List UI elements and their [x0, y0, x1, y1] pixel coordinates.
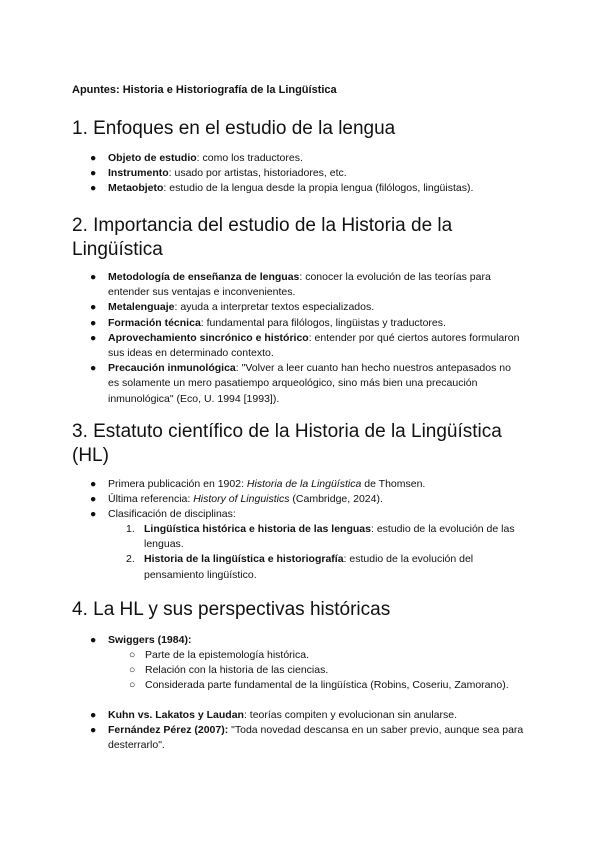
list-item: ● Aprovechamiento sincrónico e histórico: entender por qué ciertos autores formularon sus ideas en determinado contexto.	[90, 331, 520, 360]
list-item: ● Precaución inmunológica: "Volver a leer cuanto han hecho nuestros antepasados no es solamente un mero pasatiempo arqueológico, sino más bien una precaución inmunológica" (Eco, U. 1994 [1993]).	[90, 362, 511, 405]
bullet-icon: ●	[90, 634, 97, 646]
section-1-list	[90, 151, 528, 197]
section-2-heading: 2. Importancia del estudio de la Historia de la Lingüística	[72, 215, 453, 260]
bullet-icon: ●	[90, 152, 97, 164]
bullet-icon: ●	[90, 478, 97, 490]
bullet-icon: ●	[90, 508, 97, 521]
document-title: Apuntes: Historia e Historiografía de la Lingüística	[72, 84, 337, 96]
sub-list-item: ○ Considerada parte fundamental de la lingüística (Robins, Coseriu, Zamorano).	[145, 678, 515, 693]
sub-list-item: ○ Relación con la historia de las ciencias.	[145, 663, 515, 678]
bullet-icon: ●	[90, 301, 97, 314]
circle-bullet-icon: ○	[129, 649, 136, 661]
list-item: ● Fernández Pérez (2007): "Toda novedad descansa en un saber previo, aunque sea para desterrarlo".	[90, 724, 524, 752]
numbered-item: 1. Lingüística histórica e historia de las lenguas: estudio de la evolución de las lenguas.	[126, 523, 515, 551]
bullet-icon: ●	[90, 167, 97, 180]
bullet-icon: ●	[90, 271, 97, 283]
item-number: 1.	[126, 523, 135, 535]
section-3-numbered-list	[126, 522, 528, 583]
sub-list-item: ○ Parte de la epistemología histórica.	[145, 648, 515, 663]
section-4-heading: 4. La HL y sus perspectivas históricas	[72, 599, 391, 620]
bullet-icon: ●	[90, 316, 97, 329]
numbered-item: 2. Historia de la lingüística e historiografía: estudio de la evolución del pensamiento lingüístico.	[126, 553, 474, 581]
section-4-list-top	[90, 633, 528, 648]
circle-bullet-icon: ○	[129, 679, 136, 692]
list-item: ● Swiggers (1984):	[108, 633, 528, 648]
circle-bullet-icon: ○	[129, 664, 136, 677]
list-item: ● Objeto de estudio: como los traductores.	[108, 151, 528, 166]
list-item: ● Instrumento: usado por artistas, historiadores, etc.	[108, 166, 528, 181]
bullet-icon: ●	[90, 331, 97, 344]
list-item: ● Formación técnica: fundamental para filólogos, lingüistas y traductores.	[108, 316, 522, 331]
list-item: ● Primera publicación en 1902: Historia de la Lingüística de Thomsen.	[108, 477, 528, 492]
bullet-icon: ●	[90, 362, 97, 375]
list-item: ● Metodología de enseñanza de lenguas: conocer la evolución de las teorías para entender sus ventajas e inconvenientes.	[90, 271, 491, 299]
bullet-icon: ●	[90, 182, 97, 195]
list-item: ● Kuhn vs. Lakatos y Laudan: teorías compiten y evolucionan sin anularse.	[108, 708, 528, 723]
bullet-icon: ●	[90, 493, 97, 506]
section-3-heading: 3. Estatuto científico de la Historia de la Lingüística (HL)	[72, 421, 502, 466]
section-4-list-bottom	[90, 708, 528, 754]
section-2-list	[90, 270, 522, 407]
section-4-sublist	[129, 648, 515, 694]
bullet-icon: ●	[90, 709, 97, 721]
item-number: 2.	[126, 553, 135, 566]
list-item: ● Clasificación de disciplinas:	[108, 507, 528, 522]
list-item: ● Última referencia: History of Linguistics (Cambridge, 2024).	[108, 492, 528, 507]
section-1-heading: 1. Enfoques en el estudio de la lengua	[72, 118, 396, 139]
section-3-list	[90, 477, 528, 523]
bullet-icon: ●	[90, 724, 97, 737]
list-item: ● Metaobjeto: estudio de la lengua desde la propia lengua (filólogos, lingüistas).	[108, 181, 528, 196]
list-item: ● Metalenguaje: ayuda a interpretar textos especializados.	[108, 300, 522, 315]
